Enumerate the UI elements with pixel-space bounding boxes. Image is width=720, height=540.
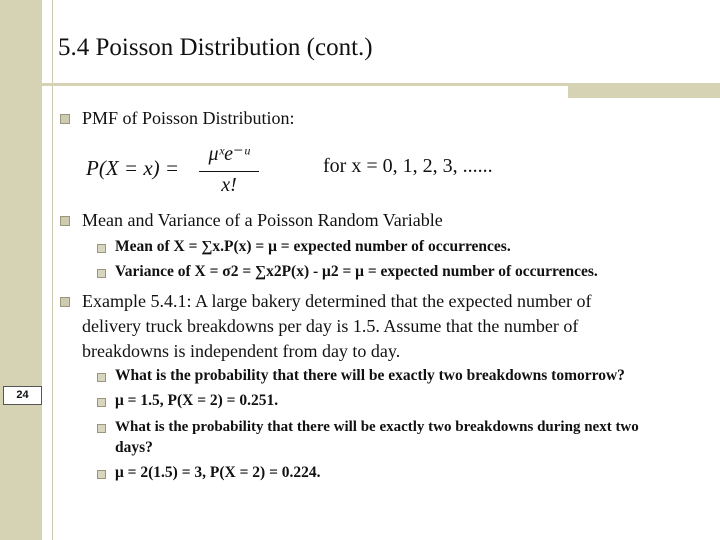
sub-bullet-marker <box>97 398 106 407</box>
pmf-heading: PMF of Poisson Distribution: <box>82 108 295 128</box>
question-2-line-1: What is the probability that there will be exactly two breakdowns during next two <box>115 419 639 435</box>
bullet-marker <box>60 297 70 307</box>
sub-bullet-marker <box>97 269 106 278</box>
slide-title: 5.4 Poisson Distribution (cont.) <box>58 34 373 61</box>
variance-line: Variance of X = σ2 = ∑x2P(x) - μ2 = μ = expected number of occurrences. <box>115 263 598 280</box>
sub-bullet-marker <box>97 244 106 253</box>
question-2-line-2: days? <box>115 439 153 456</box>
left-divider-line <box>52 0 53 540</box>
formula-lhs: P(X = x) = <box>86 156 180 180</box>
formula-numerator: μˣe⁻ᵘ <box>208 143 250 165</box>
bullet-marker <box>60 114 70 124</box>
example-line-2: delivery truck breakdowns per day is 1.5. Assume that the number of <box>82 316 579 336</box>
answer-1: μ = 1.5, P(X = 2) = 0.251. <box>115 392 279 409</box>
bullet-marker <box>60 216 70 226</box>
mean-variance-heading: Mean and Variance of a Poisson Random Variable <box>82 210 443 230</box>
title-accent-bar <box>568 86 720 98</box>
sub-bullet-marker <box>97 470 106 479</box>
formula-denominator: x! <box>221 174 237 196</box>
sub-bullet-marker <box>97 373 106 382</box>
example-line-3: breakdowns is independent from day to day. <box>82 341 401 361</box>
page-number: 24 <box>3 386 42 405</box>
left-sidebar-bar <box>0 0 42 540</box>
formula-condition: for x = 0, 1, 2, 3, ...... <box>323 155 493 177</box>
fraction-bar <box>199 171 259 172</box>
question-1: What is the probability that there will be exactly two breakdowns tomorrow? <box>115 367 625 384</box>
example-line-1: Example 5.4.1: A large bakery determined that the expected number of <box>82 291 592 311</box>
sub-bullet-marker <box>97 424 106 433</box>
answer-2: μ = 2(1.5) = 3, P(X = 2) = 0.224. <box>115 464 321 481</box>
mean-line: Mean of X = ∑x.P(x) = μ = expected number of occurrences. <box>115 238 511 255</box>
